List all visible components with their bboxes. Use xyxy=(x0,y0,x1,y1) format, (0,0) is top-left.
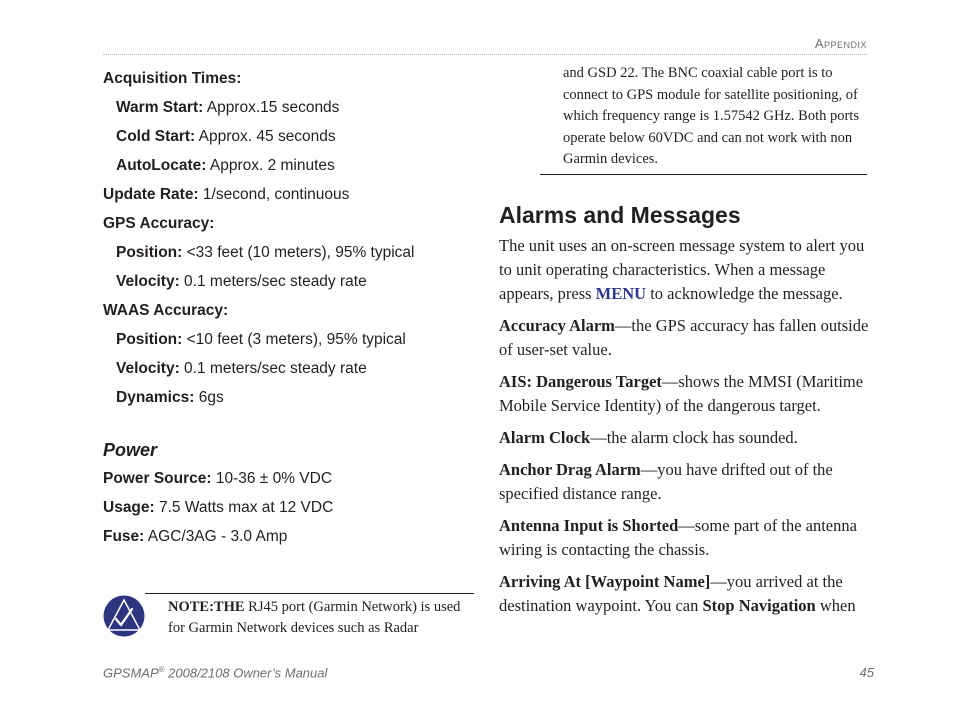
note-text: NOTE:THE RJ45 port (Garmin Network) is used for Garmin Network devices such as Radar xyxy=(168,599,461,636)
gps-velocity-row: Velocity: 0.1 meters/sec steady rate xyxy=(116,273,367,290)
alarms-intro: The unit uses an on-screen message system to alert you to unit operating characteristics. When a message appears, press MENU to acknowledge the message. xyxy=(499,236,865,303)
power-heading: Power xyxy=(103,440,158,460)
waas-velocity-row: Velocity: 0.1 meters/sec steady rate xyxy=(116,360,367,377)
fuse-row: Fuse: AGC/3AG - 3.0 Amp xyxy=(103,528,288,545)
specifications-column xyxy=(103,64,473,551)
note-rule xyxy=(145,593,474,594)
alarm-item: Anchor Drag Alarm—you have drifted out of the specified distance range. xyxy=(499,460,833,503)
section-label: Appendix xyxy=(814,36,867,51)
page-number: 45 xyxy=(859,665,874,680)
gps-position-row: Position: <33 feet (10 meters), 95% typical xyxy=(116,244,415,261)
alarms-body xyxy=(499,234,869,626)
warm-start-row: Warm Start: Approx.15 seconds xyxy=(116,99,340,116)
power-source-row: Power Source: 10-36 ± 0% VDC xyxy=(103,470,333,487)
alarm-item: AIS: Dangerous Target—shows the MMSI (Maritime Mobile Service Identity) of the dangerous target. xyxy=(499,372,864,415)
waas-accuracy-heading: WAAS Accuracy: xyxy=(103,302,229,319)
usage-row: Usage: 7.5 Watts max at 12 VDC xyxy=(103,499,334,516)
note-check-icon xyxy=(103,595,145,637)
alarms-heading: Alarms and Messages xyxy=(499,202,741,228)
cold-start-row: Cold Start: Approx. 45 seconds xyxy=(116,128,336,145)
acquisition-heading: Acquisition Times: xyxy=(103,70,242,87)
alarm-item: Antenna Input is Shorted—some part of the antenna wiring is contacting the chassis. xyxy=(499,516,857,559)
gps-accuracy-heading: GPS Accuracy: xyxy=(103,215,215,232)
autolocate-row: AutoLocate: Approx. 2 minutes xyxy=(116,157,335,174)
alarm-item: Arriving At [Waypoint Name]—you arrived at the destination waypoint. You can Stop Navigation when xyxy=(499,572,856,615)
footer-manual-title: GPSMAP® 2008/2108 Owner’s Manual xyxy=(103,665,328,681)
menu-key: MENU xyxy=(595,284,647,303)
dynamics-row: Dynamics: 6gs xyxy=(116,389,224,406)
note-continued-rule xyxy=(540,174,867,175)
header-rule xyxy=(103,54,867,55)
note-box xyxy=(103,593,473,645)
note-continued: and GSD 22. The BNC coaxial cable port is to connect to GPS module for satellite positioning, of which frequency range is 1.57542 GHz. Both ports operate below 60VDC and can not work with non Garmin devices. xyxy=(563,65,859,168)
waas-position-row: Position: <10 feet (3 meters), 95% typical xyxy=(116,331,406,348)
alarm-item: Alarm Clock—the alarm clock has sounded. xyxy=(499,428,798,447)
update-rate-row: Update Rate: 1/second, continuous xyxy=(103,186,350,203)
alarm-item: Accuracy Alarm—the GPS accuracy has fallen outside of user-set value. xyxy=(499,316,869,359)
